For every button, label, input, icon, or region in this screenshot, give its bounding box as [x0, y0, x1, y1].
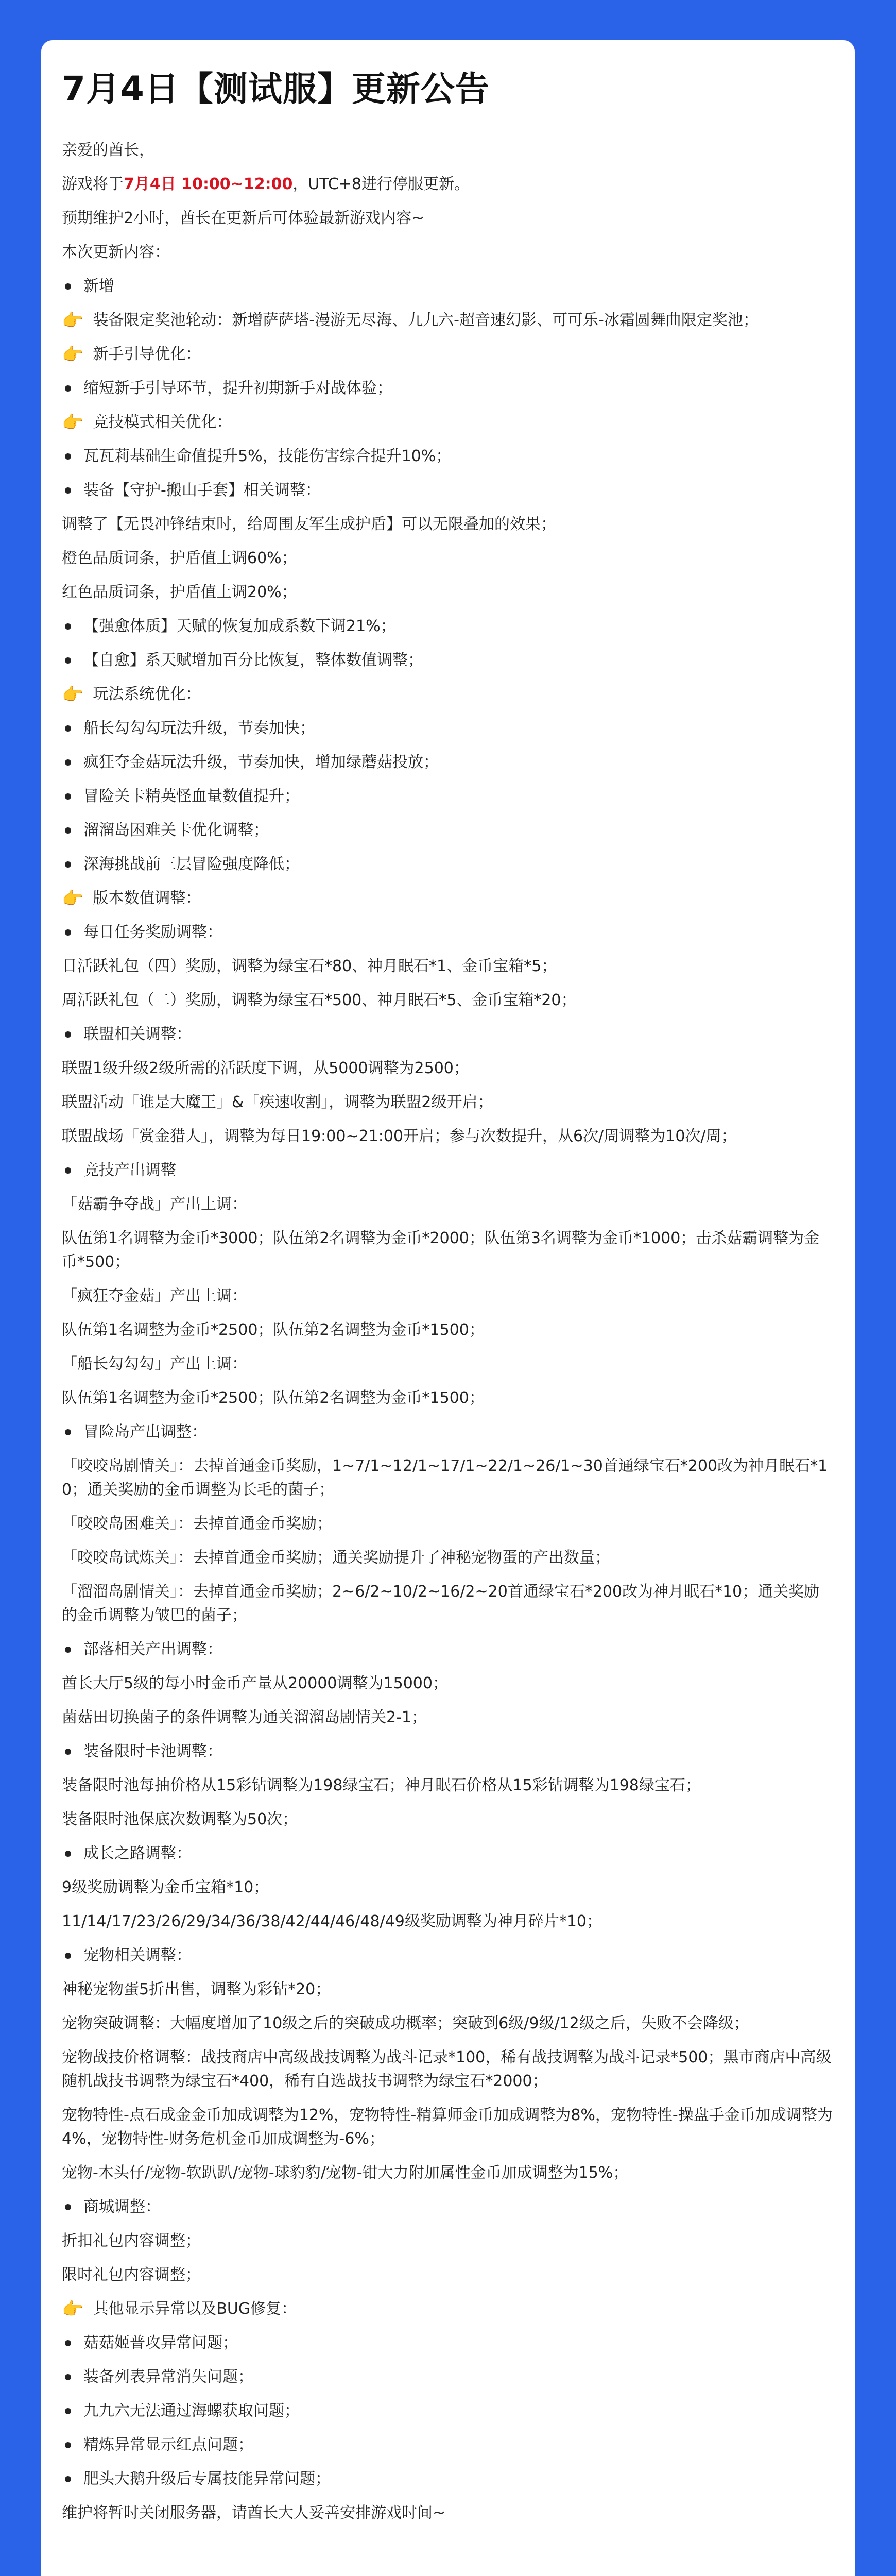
bullet-icon — [65, 453, 71, 460]
section-heading — [62, 309, 834, 332]
text-segment: 游戏将于 — [62, 175, 124, 193]
bullet-item — [62, 1842, 834, 1866]
bullet-icon — [65, 1953, 71, 1959]
bullet-icon — [65, 929, 71, 936]
paragraph-line: 神秘宠物蛋5折出售，调整为彩钻*20； — [62, 1980, 331, 1998]
bullet-item — [62, 479, 834, 502]
bullet-item — [62, 2195, 834, 2219]
bullet-icon — [65, 759, 71, 766]
bullet-icon — [65, 623, 71, 630]
bullet-item — [62, 2331, 834, 2355]
maintenance-time-line — [62, 173, 834, 196]
section-heading — [62, 683, 834, 706]
paragraph-line: 预期维护2小时，酋长在更新后可体验最新游戏内容~ — [62, 209, 425, 227]
pointing-hand-icon: 👉 — [62, 684, 84, 705]
bullet-text: 装备限时卡池调整： — [83, 1742, 222, 1760]
paragraph-line: 酋长大厅5级的每小时金币产量从20000调整为15000； — [62, 1674, 448, 1692]
bullet-icon — [65, 861, 71, 868]
bullet-icon — [65, 725, 71, 732]
bullet-text: 部落相关产出调整： — [83, 1640, 222, 1658]
bullet-icon — [65, 827, 71, 834]
section-heading — [62, 2297, 834, 2321]
announcement-content — [62, 139, 834, 2525]
paragraph-line: 宠物特性-点石成金金币加成调整为12%，宠物特性-精算师金币加成调整为8%，宠物特性-操盘手金币加成调整为4%，宠物特性-财务危机金币加成调整为-6%； — [62, 2106, 833, 2148]
bullet-item — [62, 717, 834, 740]
bullet-item — [62, 819, 834, 842]
paragraph-line: 「溜溜岛剧情关」：去掉首通金币奖励；2~6/2~10/2~16/2~20首通绿宝石*200改为神月眠石*10；通关奖励的金币调整为皱巴的菌子； — [62, 1582, 820, 1624]
paragraph-line: 联盟活动「谁是大魔王」&「疾速收割」，调整为联盟2级开启； — [62, 1093, 493, 1111]
bullet-item — [62, 1159, 834, 1182]
paragraph-line: 9级奖励调整为金币宝箱*10； — [62, 1878, 269, 1896]
bullet-icon — [65, 1167, 71, 1174]
bullet-text: 每日任务奖励调整： — [83, 923, 222, 941]
bullet-icon — [65, 385, 71, 392]
paragraph-line: 联盟1级升级2级所需的活跃度下调，从5000调整为2500； — [62, 1059, 469, 1077]
paragraph-line: 装备限时池保底次数调整为50次； — [62, 1810, 298, 1828]
bullet-text: 装备【守护-搬山手套】相关调整： — [83, 481, 321, 499]
bullet-item — [62, 1638, 834, 1662]
bullet-item — [62, 853, 834, 876]
bullet-text: 瓦瓦莉基础生命值提升5%，技能伤害综合提升10%； — [83, 447, 452, 465]
paragraph-line: 宠物战技价格调整：战技商店中高级战技调整为战斗记录*100，稀有战技调整为战斗记录*500；黑市商店中高级随机战技书调整为绿宝石*400，稀有自选战技书调整为绿宝石*2000； — [62, 2048, 832, 2090]
bullet-item — [62, 2467, 834, 2491]
paragraph-line: 宠物突破调整：大幅度增加了10级之后的突破成功概率；突破到6级/9级/12级之后，失败不会降级； — [62, 2014, 749, 2032]
paragraph-line: 周活跃礼包（二）奖励，调整为绿宝石*500、神月眠石*5、金币宝箱*20； — [62, 991, 577, 1009]
bullet-item — [62, 2433, 834, 2457]
bullet-text: 精炼异常显示红点问题； — [83, 2435, 253, 2454]
bullet-icon — [65, 2204, 71, 2210]
bullet-icon — [65, 1749, 71, 1755]
paragraph-line: 折扣礼包内容调整； — [62, 2231, 201, 2250]
bullet-text: 【自愈】系天赋增加百分比恢复，整体数值调整； — [83, 651, 423, 669]
paragraph-line: 「船长勾勾勾」产出上调： — [62, 1354, 247, 1373]
paragraph-line: 队伍第1名调整为金币*3000；队伍第2名调整为金币*2000；队伍第3名调整为金币*1000；击杀菇霸调整为金币*500； — [62, 1229, 820, 1271]
bullet-item — [62, 275, 834, 298]
paragraph-line: 「咬咬岛困难关」：去掉首通金币奖励； — [62, 1514, 332, 1533]
paragraph-line: 「咬咬岛试炼关」：去掉首通金币奖励；通关奖励提升了神秘宠物蛋的产出数量； — [62, 1548, 610, 1567]
bullet-item — [62, 2365, 834, 2389]
section-text: 玩法系统优化： — [93, 685, 201, 703]
bullet-icon — [65, 487, 71, 494]
bullet-text: 商城调整： — [83, 2197, 161, 2216]
paragraph-line: 菌菇田切换菌子的条件调整为通关溜溜岛剧情关2-1； — [62, 1708, 427, 1726]
bullet-item — [62, 1740, 834, 1764]
bullet-item — [62, 1023, 834, 1046]
section-text: 版本数值调整： — [93, 889, 201, 907]
bullet-text: 肥头大鹅升级后专属技能异常问题； — [83, 2469, 331, 2488]
paragraph-line: 装备限时池每抽价格从15彩钻调整为198绿宝石；神月眠石价格从15彩钻调整为198绿宝石； — [62, 1776, 701, 1794]
section-text: 其他显示异常以及BUG修复： — [93, 2299, 297, 2318]
bullet-item — [62, 649, 834, 672]
bullet-icon — [65, 657, 71, 664]
section-heading — [62, 343, 834, 366]
bullet-icon — [65, 2442, 71, 2448]
paragraph-line: 11/14/17/23/26/29/34/36/38/42/44/46/48/49级奖励调整为神月碎片*10； — [62, 1912, 602, 1930]
pointing-hand-icon: 👉 — [62, 2298, 84, 2319]
bullet-text: 新增 — [83, 277, 114, 295]
bullet-text: 宠物相关调整： — [83, 1946, 192, 1964]
bullet-text: 菇菇姬普攻异常问题； — [83, 2333, 238, 2352]
pointing-hand-icon: 👉 — [62, 888, 84, 909]
bullet-icon — [65, 793, 71, 800]
announcement-card — [41, 40, 855, 2576]
section-text: 竞技模式相关优化： — [93, 413, 232, 431]
bullet-text: 装备列表异常消失问题； — [83, 2367, 253, 2386]
page-title: 7月4日【测试服】更新公告 — [62, 69, 490, 109]
bullet-text: 【强愈体质】天赋的恢复加成系数下调21%； — [83, 617, 396, 635]
bullet-text: 冒险岛产出调整： — [83, 1422, 207, 1441]
section-text: 装备限定奖池轮动：新增萨萨塔-漫游无尽海、九九六-超音速幻影、可可乐-冰霜圆舞曲限定奖池； — [93, 311, 759, 329]
bullet-icon — [65, 1851, 71, 1857]
section-text: 新手引导优化： — [93, 345, 201, 363]
paragraph-line: 日活跃礼包（四）奖励，调整为绿宝石*80、神月眠石*1、金币宝箱*5； — [62, 957, 557, 975]
bullet-icon — [65, 2476, 71, 2482]
pointing-hand-icon: 👉 — [62, 412, 84, 433]
bullet-item — [62, 785, 834, 808]
bullet-item — [62, 1420, 834, 1444]
paragraph-line: 联盟战场「赏金猎人」，调整为每日19:00~21:00开启；参与次数提升，从6次/周调整为10次/周； — [62, 1127, 737, 1145]
bullet-icon — [65, 283, 71, 290]
bullet-item — [62, 751, 834, 774]
bullet-text: 船长勾勾勾玩法升级，节奏加快； — [83, 719, 315, 737]
pointing-hand-icon: 👉 — [62, 344, 84, 365]
bullet-text: 深海挑战前三层冒险强度降低； — [83, 855, 300, 873]
bullet-text: 竞技产出调整 — [83, 1161, 176, 1179]
bullet-text: 成长之路调整： — [83, 1844, 192, 1862]
section-heading — [62, 887, 834, 910]
bullet-item — [62, 921, 834, 944]
bullet-text: 冒险关卡精英怪血量数值提升； — [83, 787, 300, 805]
section-heading — [62, 411, 834, 434]
bullet-text: 九九六无法通过海螺获取问题； — [83, 2401, 300, 2420]
bullet-item — [62, 445, 834, 468]
bullet-text: 溜溜岛困难关卡优化调整； — [83, 821, 269, 839]
bullet-item — [62, 2399, 834, 2423]
bullet-item — [62, 377, 834, 400]
bullet-icon — [65, 1031, 71, 1038]
paragraph-line: 调整了【无畏冲锋结束时，给周围友军生成护盾】可以无限叠加的效果； — [62, 515, 556, 533]
pointing-hand-icon: 👉 — [62, 310, 84, 331]
bullet-icon — [65, 1647, 71, 1653]
paragraph-line: 橙色品质词条，护盾值上调60%； — [62, 549, 297, 567]
paragraph-line: 亲爱的酋长， — [62, 141, 154, 159]
bullet-text: 联盟相关调整： — [83, 1025, 192, 1043]
bullet-icon — [65, 2408, 71, 2414]
bullet-item — [62, 615, 834, 638]
bullet-text: 疯狂夺金菇玩法升级，节奏加快，增加绿蘑菇投放； — [83, 753, 439, 771]
paragraph-line: 宠物-木头仔/宠物-软趴趴/宠物-球豹豹/宠物-钳大力附加属性金币加成调整为15%； — [62, 2163, 629, 2182]
bullet-icon — [65, 1429, 71, 1435]
paragraph-line: 红色品质词条，护盾值上调20%； — [62, 583, 297, 601]
bullet-icon — [65, 2340, 71, 2346]
paragraph-line: 「咬咬岛剧情关」：去掉首通金币奖励，1~7/1~12/1~17/1~22/1~26/1~30首通绿宝石*200改为神月眠石*10；通关奖励的金币调整为长毛的菌子； — [62, 1456, 828, 1499]
text-segment: ，UTC+8进行停服更新。 — [292, 175, 470, 193]
paragraph-line: 队伍第1名调整为金币*2500；队伍第2名调整为金币*1500； — [62, 1320, 485, 1339]
paragraph-line: 「菇霸争夺战」产出上调： — [62, 1195, 247, 1213]
bullet-item — [62, 1944, 834, 1968]
paragraph-line: 维护将暂时关闭服务器，请酋长大人妥善安排游戏时间~ — [62, 2503, 446, 2522]
paragraph-line: 限时礼包内容调整； — [62, 2265, 201, 2284]
paragraph-line: 本次更新内容： — [62, 243, 170, 261]
paragraph-line: 队伍第1名调整为金币*2500；队伍第2名调整为金币*1500； — [62, 1388, 485, 1407]
bullet-icon — [65, 2374, 71, 2380]
paragraph-line: 「疯狂夺金菇」产出上调： — [62, 1286, 247, 1305]
bullet-text: 缩短新手引导环节，提升初期新手对战体验； — [83, 379, 392, 397]
highlight-time: 7月4日 10:00~12:00 — [124, 175, 293, 193]
